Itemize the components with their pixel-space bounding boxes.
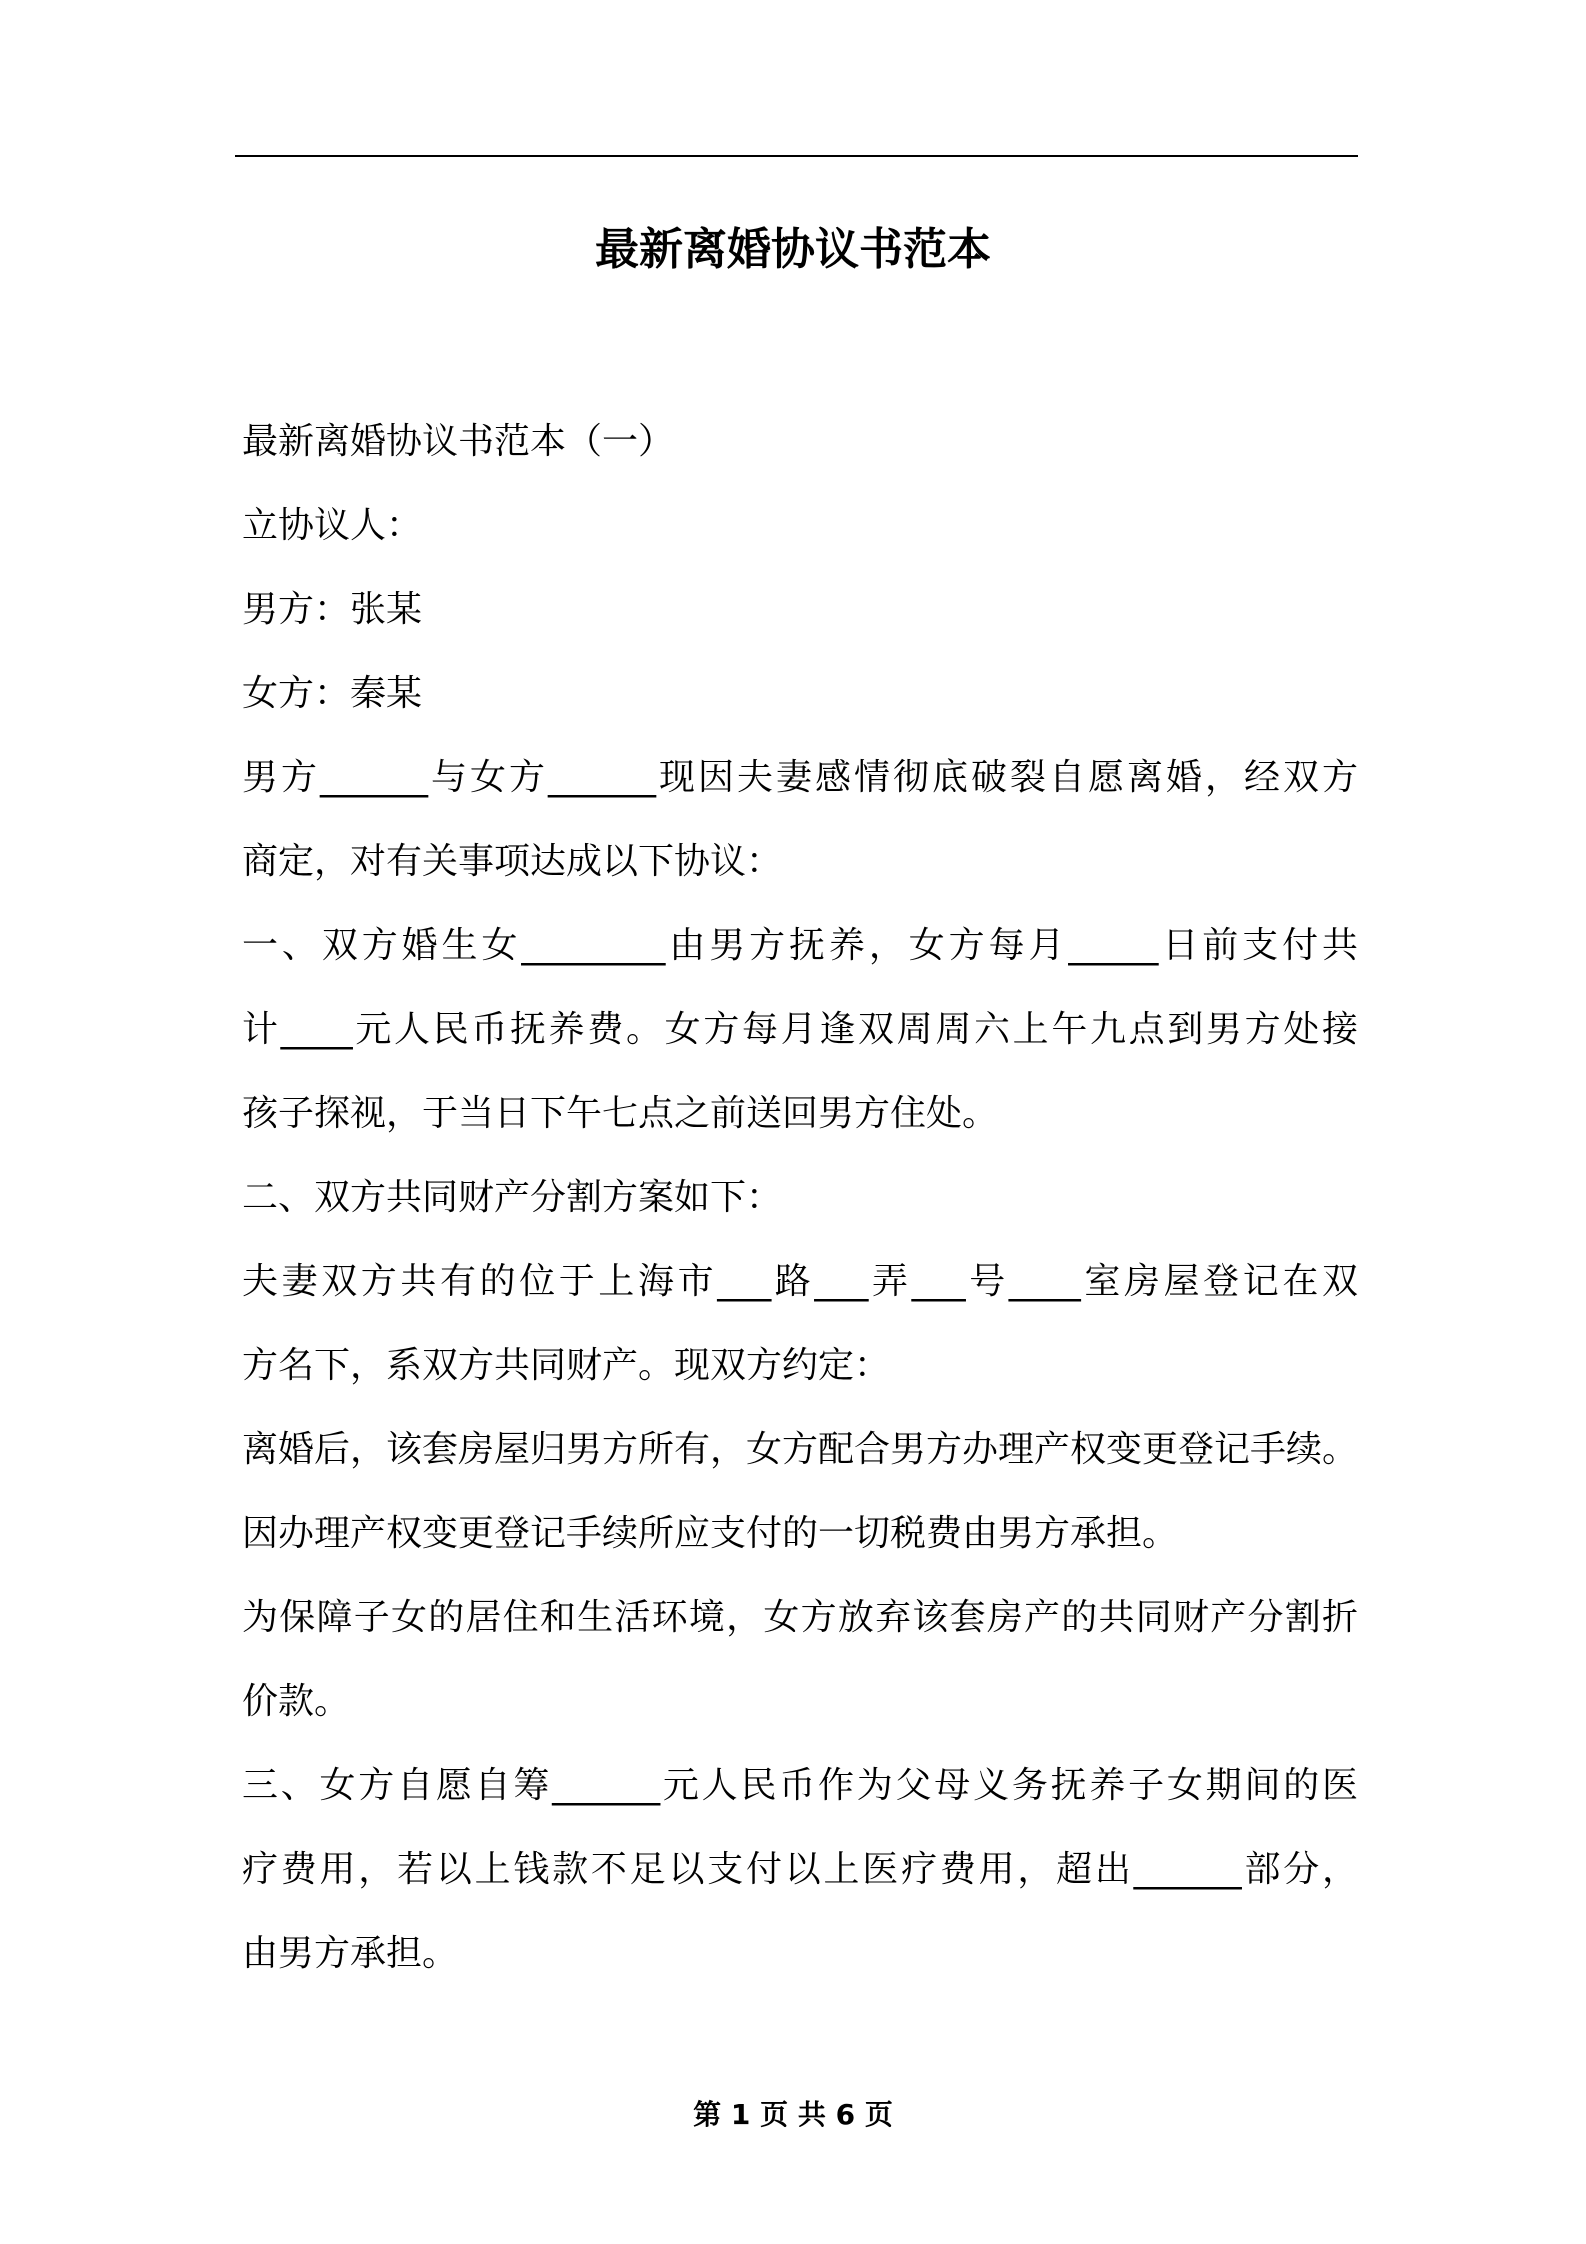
female-party: 女方：秦某 (242, 673, 423, 714)
document-title: 最新离婚协议书范本 (595, 224, 991, 275)
body-line: 三、女方自愿自筹______元人民币作为父母义务抚养子女期间的医 (242, 1765, 1358, 1806)
body-line: 二、双方共同财产分割方案如下： (242, 1177, 783, 1218)
body-line: 一、双方婚生女________由男方抚养，女方每月_____日前支付共 (242, 925, 1358, 966)
body-line: 夫妻双方共有的位于上海市___路___弄___号____室房屋登记在双 (242, 1261, 1358, 1302)
body-line: 男方______与女方______现因夫妻感情彻底破裂自愿离婚，经双方 (242, 757, 1358, 798)
page-footer: 第 1 页 共 6 页 (693, 2098, 893, 2131)
parties-label: 立协议人： (242, 505, 423, 546)
body-line: 因办理产权变更登记手续所应支付的一切税费由男方承担。 (242, 1513, 1179, 1554)
body-line: 离婚后，该套房屋归男方所有，女方配合男方办理产权变更登记手续。 (242, 1429, 1359, 1470)
body-line: 方名下，系双方共同财产。现双方约定： (242, 1345, 891, 1386)
body-line: 孩子探视，于当日下午七点之前送回男方住处。 (242, 1093, 999, 1134)
male-party: 男方：张某 (242, 589, 423, 630)
header-rule (235, 155, 1358, 157)
body-line: 价款。 (242, 1681, 351, 1722)
body-line: 由男方承担。 (242, 1933, 459, 1974)
body-line: 疗费用，若以上钱款不足以支付以上医疗费用，超出______部分， (242, 1849, 1358, 1890)
body-line: 商定，对有关事项达成以下协议： (242, 841, 783, 882)
section-heading: 最新离婚协议书范本（一） (242, 421, 675, 462)
body-line: 为保障子女的居住和生活环境，女方放弃该套房产的共同财产分割折 (242, 1597, 1358, 1638)
body-line: 计____元人民币抚养费。女方每月逢双周周六上午九点到男方处接 (242, 1009, 1358, 1050)
document-body (242, 400, 1358, 1996)
